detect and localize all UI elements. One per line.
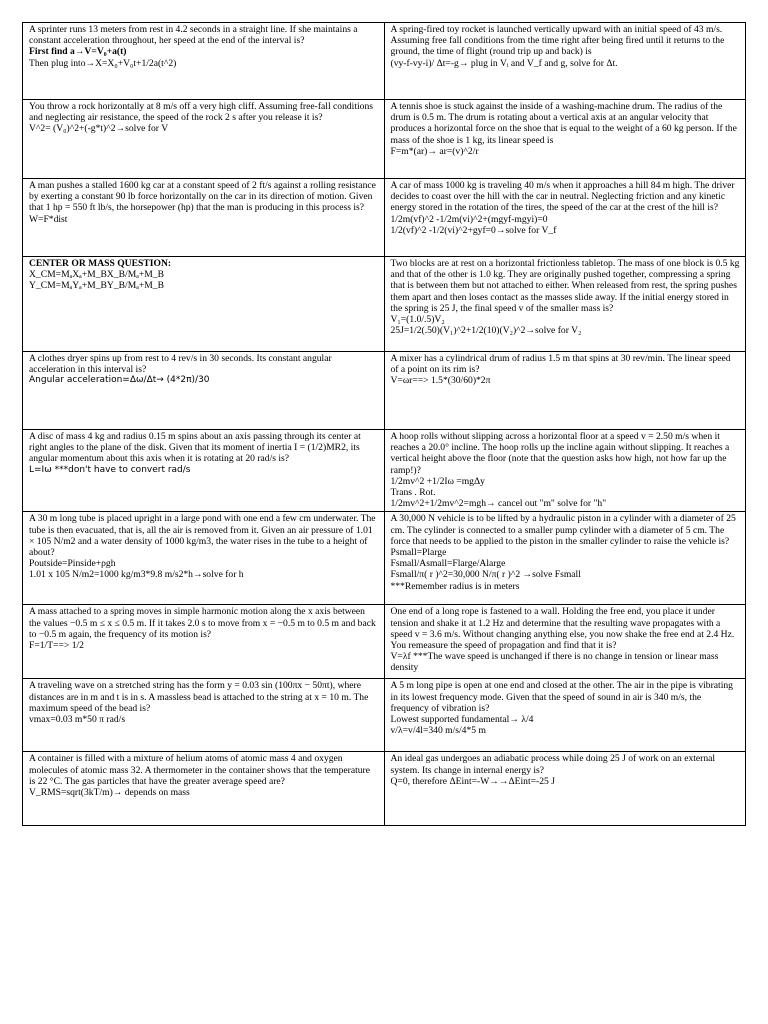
question-cell-left bbox=[23, 679, 385, 752]
question-row bbox=[23, 257, 746, 352]
solution-note: V=λf ***The wave speed is unchanged if there is no change in tension or linear mass density bbox=[390, 651, 719, 674]
solution-note: V^2= (V₀)^2+(-g*t)^2→solve for V bbox=[29, 123, 169, 135]
solution-note: 1.01 x 105 N/m2=1000 kg/m3*9.8 m/s2*h→solve for h bbox=[29, 569, 244, 581]
question-cell-right bbox=[384, 430, 746, 512]
question-cell-left bbox=[23, 179, 385, 257]
solution-note: Q=0, therefore ΔEint=-W→→ΔEint=-25 J bbox=[390, 775, 555, 787]
question-row bbox=[23, 352, 746, 430]
solution-note: Y_CM=MₐYₐ+M_BY_B/Mₐ+M_B bbox=[29, 280, 164, 292]
solution-note: 1/2m(vf)^2 -1/2m(vi)^2+(mgyf-mgyi)=0 bbox=[390, 213, 548, 225]
question-cell-right bbox=[384, 23, 746, 100]
solution-note: 25J=1/2(.50)(V₁)^2+1/2(10)(V₂)^2→solve for V₂ bbox=[390, 325, 582, 337]
question-text: Two blocks are at rest on a horizontal frictionless tabletop. The mass of one block is 0.5 kg and that of the other is 1.0 kg. They are originally pushed together, compressing a spring that is between them but not attached to either. When released from rest, the spring pushes them apart and then loses contact as the masses slide away. If the initial energy stored in the spring is 25 J, the final speed v of the smaller mass is? bbox=[390, 258, 740, 314]
question-cell-left bbox=[23, 430, 385, 512]
question-cell-right bbox=[384, 605, 746, 679]
question-cell-right bbox=[384, 512, 746, 605]
question-row bbox=[23, 179, 746, 257]
solution-note: W=F*dist bbox=[29, 213, 68, 225]
solution-note: First find a→V=V₀+a(t) bbox=[29, 46, 127, 58]
solution-note: Poutside=Pinside+ρgh bbox=[29, 558, 116, 570]
solution-note: (vy-f-vy-i)/ Δt=-g→ plug in Vᵢ and V_f and g, solve for Δt. bbox=[390, 57, 618, 69]
question-text: One end of a long rope is fastened to a wall. Holding the free end, you place it under tension and shake it at 1.2 Hz and determine that the resulting wave propagates with a speed v = 3.6 m/s. Without changing anything else, you now shake the free end at 2.4 Hz. You remeasure the speed of propagation and find that it is? bbox=[390, 606, 735, 652]
question-text: CENTER OR MASS QUESTION: bbox=[29, 258, 172, 269]
solution-note: ***Remember radius is in meters bbox=[390, 580, 520, 592]
solution-note: Then plug into→X=X₀+V₀t+1/2a(t^2) bbox=[29, 57, 177, 69]
question-text: A tennis shoe is stuck against the inside of a washing-machine drum. The radius of the drum is 0.5 m. The drum is rotating about a vertical axis at an angular velocity that produces a horizontal force on the shoe that is equal to the weight of a 60 kg person. If the mass of the shoe is 1 kg, its linear speed is bbox=[390, 101, 737, 146]
question-grid bbox=[22, 22, 746, 826]
solution-note: F=m*(ar)→ ar=(v)^2/r bbox=[390, 145, 479, 157]
solution-note: Trans . Rot. bbox=[390, 487, 436, 499]
question-text: A traveling wave on a stretched string has the form y = 0.03 sin (100πx − 50πt), where distances are in m and t is in s. A massless bead is attached to the string at x = 10 m. The maximum speed of the bead is? bbox=[29, 680, 369, 714]
question-row bbox=[23, 605, 746, 679]
question-cell-left bbox=[23, 100, 385, 179]
question-text: A man pushes a stalled 1600 kg car at a constant speed of 2 ft/s against a rolling resistance by exerting a constant 90 lb force horizontally on the car in its direction of motion. Given that 1 hp = 550 ft lb/s, the horsepower (hp) that the man is producing in this process is? bbox=[29, 180, 376, 214]
study-sheet bbox=[22, 22, 746, 826]
question-text: A mass attached to a spring moves in simple harmonic motion along the x axis between the values −0.5 m ≤ x ≤ 0.5 m. If it takes 2.0 s to move from x = −0.5 m to 0.5 m and back to −0.5 m again, the frequency of its motion is? bbox=[29, 606, 376, 640]
solution-note: X_CM=MₐXₐ+M_BX_B/Mₐ+M_B bbox=[29, 269, 164, 281]
question-cell-left bbox=[23, 512, 385, 605]
question-cell-right bbox=[384, 100, 746, 179]
question-text: A clothes dryer spins up from rest to 4 rev/s in 30 seconds. Its constant angular acceleration in this interval is? bbox=[29, 353, 332, 376]
question-text: A spring-fired toy rocket is launched vertically upward with an initial speed of 43 m/s. Assuming free fall conditions from the time right after being fired until it returns to the ground, the time of flight (round trip up and back) is bbox=[390, 24, 725, 58]
question-cell-left bbox=[23, 352, 385, 430]
solution-note: Lowest supported fundamental→ λ/4 bbox=[390, 714, 534, 726]
solution-note: V=ωr==> 1.5*(30/60)*2π bbox=[390, 375, 491, 387]
solution-note: Angular acceleration=Δω/Δt→ (4*2π)/30 bbox=[29, 375, 210, 386]
question-text: A disc of mass 4 kg and radius 0.15 m spins about an axis passing through its center at right angles to the plane of the disk. Given that its moment of inertia I = (1/2)MR2, its angular momentum about this axis when it is rotating at 20 rad/s is? bbox=[29, 431, 361, 465]
question-text: A sprinter runs 13 meters from rest in 4.2 seconds in a straight line. If she maintains a constant acceleration throughout, her speed at the end of the interval is? bbox=[29, 24, 358, 47]
solution-note: Psmall=Plarge bbox=[390, 547, 447, 559]
question-text: A 30 m long tube is placed upright in a large pond with one end a few cm underwater. The tube is then evacuated, that is, all the air is removed from it. Given an air pressure of 1.01 × 105 N/m2 and a water density of 1000 kg/m3, the water rises in the tube to a height of about? bbox=[29, 513, 376, 559]
question-cell-right bbox=[384, 179, 746, 257]
question-text: A 30,000 N vehicle is to be lifted by a hydraulic piston in a cylinder with a diameter of 25 cm. The cylinder is connected to a smaller pump cylinder with a diameter of 5 cm. The force that needs to be applied to the piston in the smaller cylinder to raise the vehicle is? bbox=[390, 513, 736, 547]
question-row bbox=[23, 430, 746, 512]
question-cell-right bbox=[384, 352, 746, 430]
question-cell-left bbox=[23, 605, 385, 679]
solution-note: L=Iω ***don't have to convert rad/s bbox=[29, 464, 191, 475]
solution-note: Fsmall/π( r )^2=30,000 N/π( r )^2 →solve Fsmall bbox=[390, 569, 581, 581]
question-row bbox=[23, 512, 746, 605]
solution-note: v/λ=v/4l=340 m/s/4*5 m bbox=[390, 725, 486, 737]
solution-note: 1/2(vf)^2 -1/2(vi)^2+gyf=0→solve for V_f bbox=[390, 224, 557, 236]
question-text: A hoop rolls without slipping across a horizontal floor at a speed v = 2.50 m/s when it reaches a 20.0° incline. The hoop rolls up the incline again without slipping. It reaches a vertical height above the floor (note that the question asks how high, not how far up the ramp!)? bbox=[390, 431, 730, 476]
question-row bbox=[23, 23, 746, 100]
question-row bbox=[23, 100, 746, 179]
question-row bbox=[23, 752, 746, 826]
question-row bbox=[23, 679, 746, 752]
question-cell-right bbox=[384, 752, 746, 826]
question-text: An ideal gas undergoes an adiabatic process while doing 25 J of work on an external system. Its change in internal energy is? bbox=[390, 753, 716, 776]
question-cell-left bbox=[23, 257, 385, 352]
solution-note: V₁=(1.0/.5)V₂ bbox=[390, 314, 445, 326]
solution-note: V_RMS=sqrt(3kT/m)→ depends on mass bbox=[29, 787, 190, 799]
question-text: A car of mass 1000 kg is traveling 40 m/s when it approaches a hill 84 m high. The driver decides to coast over the hill with the car in neutral. Neglecting friction and any kinetic energy stored in the rotation of the tires, the speed of the car at the crest of the hill is? bbox=[390, 180, 735, 214]
question-text: A mixer has a cylindrical drum of radius 1.5 m that spins at 30 rev/min. The linear speed of a point on its rim is? bbox=[390, 353, 731, 376]
solution-note: Fsmall/Asmall=Flarge/Alarge bbox=[390, 558, 506, 570]
solution-note: vmax=0.03 m*50 π rad/s bbox=[29, 714, 126, 726]
question-cell-right bbox=[384, 679, 746, 752]
solution-note: 1/2mv^2+1/2mv^2=mgh→ cancel out "m" solve for "h" bbox=[390, 498, 607, 510]
solution-note: 1/2mv^2 +1/2Iω =mgΔy bbox=[390, 475, 485, 487]
question-cell-left bbox=[23, 23, 385, 100]
question-cell-left bbox=[23, 752, 385, 826]
question-text: You throw a rock horizontally at 8 m/s off a very high cliff. Assuming free-fall conditions and neglecting air resistance, the speed of the rock 2 s after you release it is? bbox=[29, 101, 373, 124]
solution-note: F=1/T==> 1/2 bbox=[29, 640, 84, 652]
question-text: A 5 m long pipe is open at one end and closed at the other. The air in the pipe is vibrating in its lowest frequency mode. Given that the speed of sound in air is 340 m/s, the frequency of vibration is? bbox=[390, 680, 733, 714]
question-text: A container is filled with a mixture of helium atoms of atomic mass 4 and oxygen molecules of atomic mass 32. A thermometer in the container shows that the temperature is 22 °C. The gas particles that have the greater average speed are? bbox=[29, 753, 371, 787]
question-cell-right bbox=[384, 257, 746, 352]
